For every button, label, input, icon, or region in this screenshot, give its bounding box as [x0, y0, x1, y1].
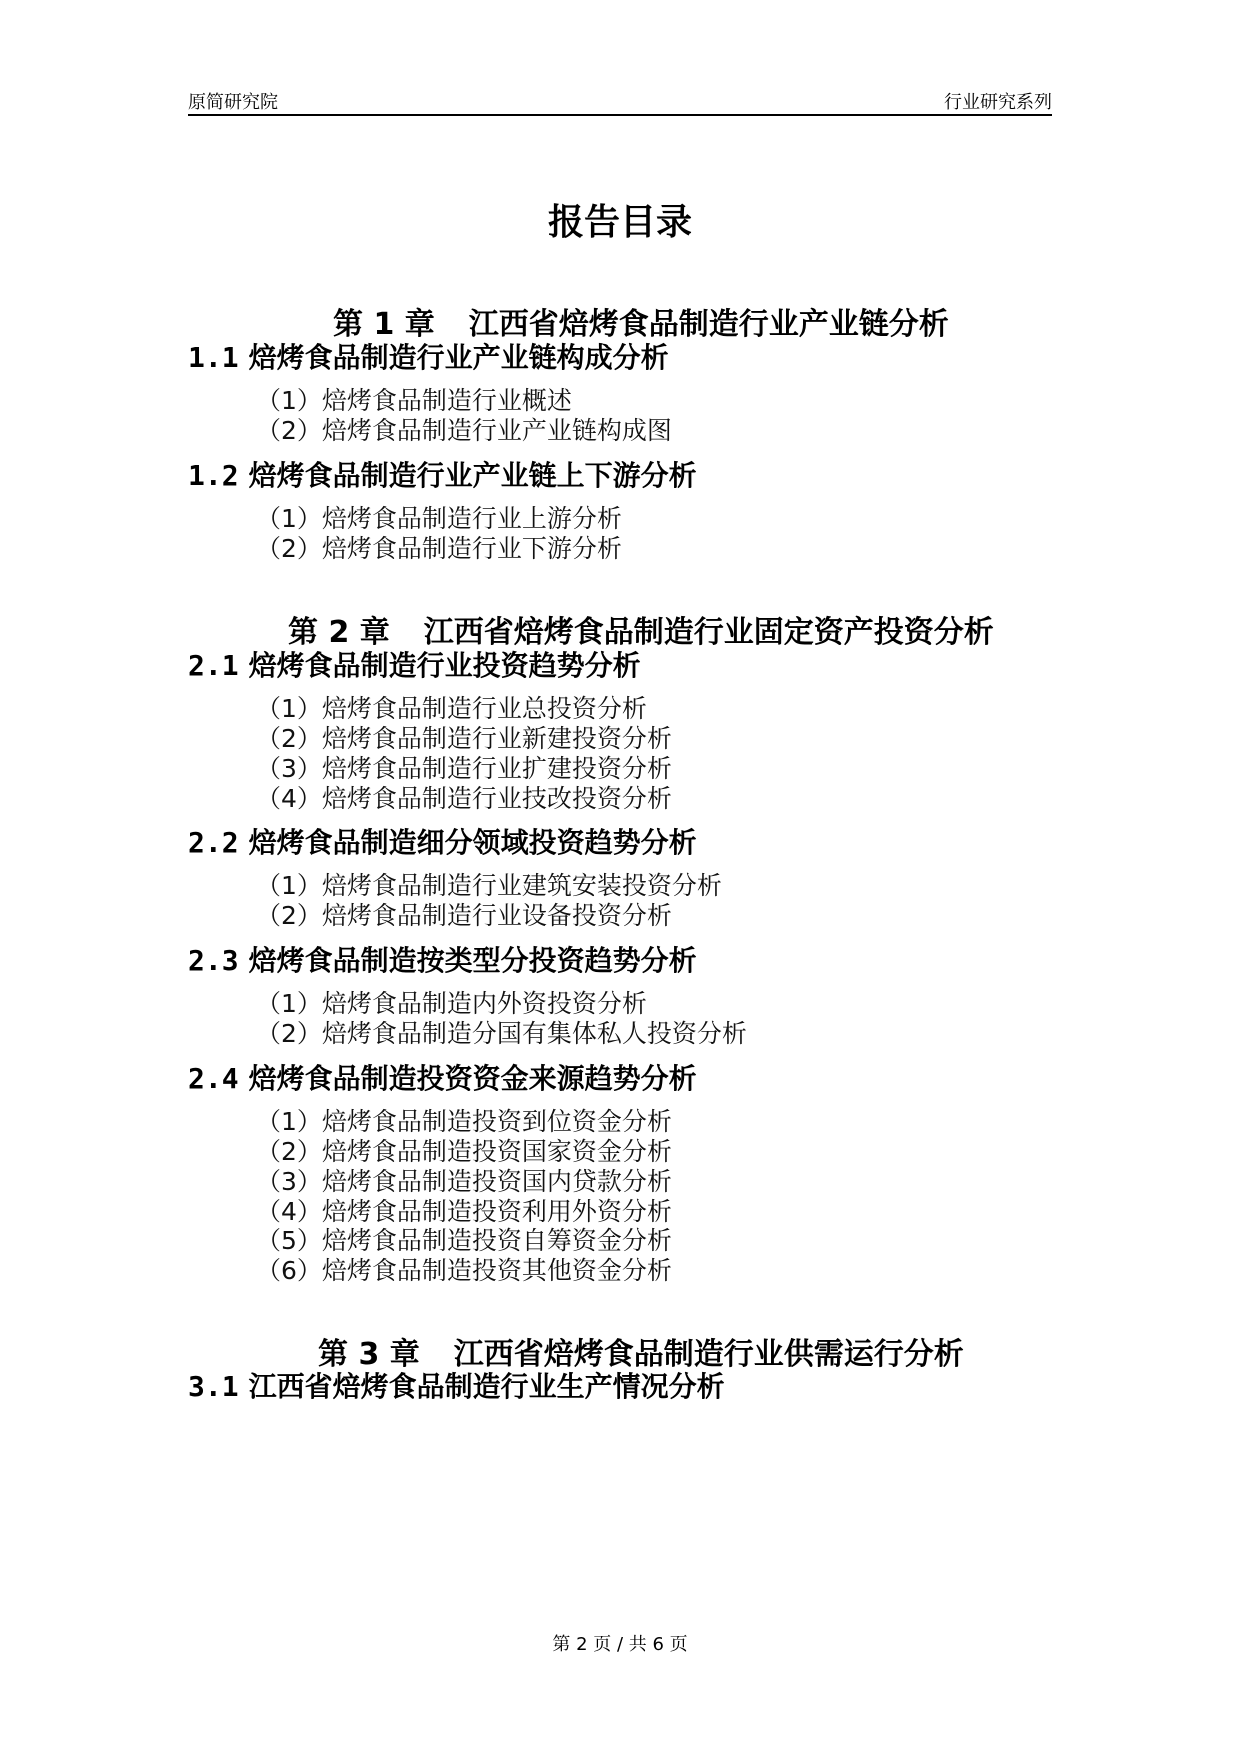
- toc-item: （2）焙烤食品制造行业产业链构成图: [256, 416, 672, 445]
- page-title: 报告目录: [547, 202, 692, 243]
- toc-item: （4）焙烤食品制造投资利用外资分析: [256, 1197, 672, 1226]
- toc-item: （1）焙烤食品制造投资到位资金分析: [256, 1107, 672, 1136]
- chapter-title: 江西省焙烤食品制造行业供需运行分析: [453, 1337, 964, 1372]
- section-heading: [188, 459, 697, 492]
- section-heading: [188, 826, 697, 859]
- section-title: 焙烤食品制造按类型分投资趋势分析: [248, 944, 697, 977]
- toc-item: （5）焙烤食品制造投资自筹资金分析: [256, 1226, 672, 1255]
- section-heading: [188, 1062, 697, 1095]
- toc-item: （2）焙烤食品制造行业新建投资分析: [256, 724, 672, 753]
- toc-item: （4）焙烤食品制造行业技改投资分析: [256, 784, 672, 813]
- section-number: 3.1: [188, 1370, 239, 1403]
- header-rule: [188, 114, 1052, 116]
- toc-item: （3）焙烤食品制造行业扩建投资分析: [256, 754, 672, 783]
- section-heading: [188, 1370, 725, 1403]
- chapter-title: 江西省焙烤食品制造行业固定资产投资分析: [423, 615, 994, 650]
- toc-item: （1）焙烤食品制造行业总投资分析: [256, 694, 647, 723]
- section-number: 2.2: [188, 826, 239, 859]
- section-title: 焙烤食品制造细分领域投资趋势分析: [248, 826, 697, 859]
- toc-item: （1）焙烤食品制造行业建筑安装投资分析: [256, 871, 722, 900]
- toc-item: （1）焙烤食品制造行业上游分析: [256, 504, 622, 533]
- chapter-title: 江西省焙烤食品制造行业产业链分析: [468, 307, 949, 342]
- section-heading: [188, 649, 641, 682]
- section-title: 江西省焙烤食品制造行业生产情况分析: [248, 1370, 725, 1403]
- chapter-number: 第 3 章: [318, 1337, 420, 1372]
- page-footer: 第 2 页 / 共 6 页: [552, 1634, 688, 1655]
- toc-item: （1）焙烤食品制造行业概述: [256, 386, 572, 415]
- toc-item: （3）焙烤食品制造投资国内贷款分析: [256, 1167, 672, 1196]
- toc-item: （2）焙烤食品制造分国有集体私人投资分析: [256, 1019, 747, 1048]
- section-title: 焙烤食品制造行业投资趋势分析: [248, 649, 641, 682]
- section-number: 2.3: [188, 944, 239, 977]
- chapter-number: 第 2 章: [288, 615, 390, 650]
- toc-item: （2）焙烤食品制造投资国家资金分析: [256, 1137, 672, 1166]
- header-right: 行业研究系列: [944, 92, 1052, 113]
- section-title: 焙烤食品制造行业产业链构成分析: [248, 341, 669, 374]
- toc-item: （1）焙烤食品制造内外资投资分析: [256, 989, 647, 1018]
- header-left: 原简研究院: [188, 92, 278, 113]
- chapter-number: 第 1 章: [333, 307, 435, 342]
- section-title: 焙烤食品制造行业产业链上下游分析: [248, 459, 697, 492]
- section-heading: [188, 944, 697, 977]
- toc-item: （2）焙烤食品制造行业设备投资分析: [256, 901, 672, 930]
- section-number: 2.4: [188, 1062, 239, 1095]
- section-number: 2.1: [188, 649, 239, 682]
- section-number: 1.1: [188, 341, 239, 374]
- section-number: 1.2: [188, 459, 239, 492]
- section-heading: [188, 341, 669, 374]
- toc-item: （2）焙烤食品制造行业下游分析: [256, 534, 622, 563]
- section-title: 焙烤食品制造投资资金来源趋势分析: [248, 1062, 697, 1095]
- toc-item: （6）焙烤食品制造投资其他资金分析: [256, 1256, 672, 1285]
